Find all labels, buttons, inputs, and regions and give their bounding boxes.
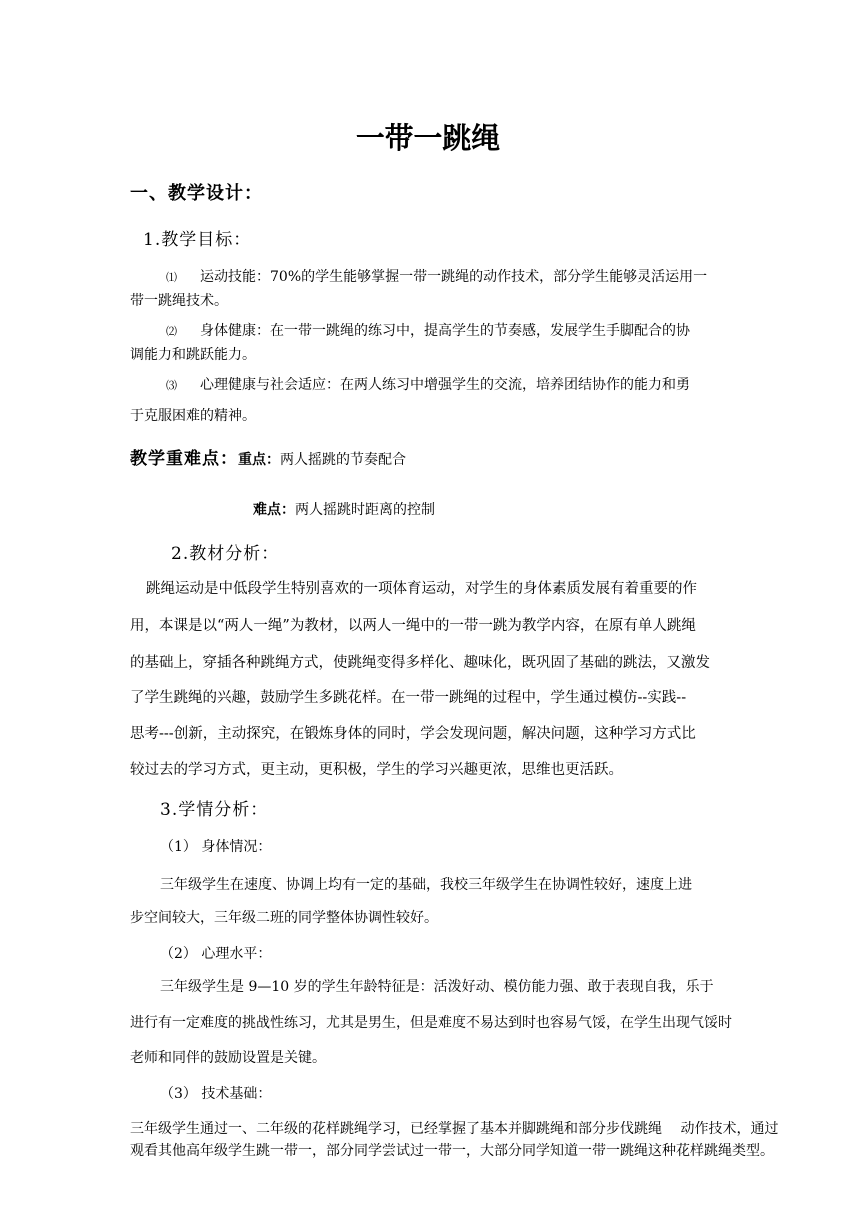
physical-line-2: 步空间较大，三年级二班的同学整体协调性较好。: [130, 910, 438, 926]
hard-text: 两人摇跳时距离的控制: [295, 502, 435, 518]
objective-3-text: 心理健康与社会适应：在两人练习中增强学生的交流，培养团结协作的能力和勇: [200, 377, 690, 393]
section-heading-teaching-design: 一、教学设计：: [130, 183, 263, 204]
objective-2-line2: 调能力和跳跃能力。: [130, 347, 256, 363]
objective-3-number: ⑶: [166, 379, 177, 392]
objective-3-line1: [166, 374, 690, 394]
physical-label: （1） 身体情况：: [160, 839, 272, 855]
material-line-2: 用，本课是以“两人一绳”为教材，以两人一绳中的一带一跳为教学内容，在原有单人跳绳: [130, 618, 696, 634]
tech-line-2: 观看其他高年级学生跳一带一，部分同学尝试过一带一，大部分同学知道一带一跳绳这种花样跳绳类型。: [130, 1143, 774, 1159]
tech-label: （3） 技术基础：: [160, 1086, 272, 1102]
objectives-heading: 1.教学目标：: [143, 230, 252, 250]
key-text: 两人摇跳的节奏配合: [280, 452, 406, 468]
keypoints-row: [130, 444, 406, 469]
objective-1-line1: [166, 266, 707, 286]
objective-2-number: ⑵: [166, 325, 177, 338]
material-line-6: 较过去的学习方式，更主动，更积极，学生的学习兴趣更浓，思维也更活跃。: [130, 762, 623, 778]
physical-line-1: 三年级学生在速度、协调上均有一定的基础，我校三年级学生在协调性较好，速度上进: [160, 877, 692, 893]
material-line-5: 思考---创新，主动探究，在锻炼身体的同时，学会发现问题，解决问题，这种学习方式比: [130, 726, 696, 742]
mental-line-3: 老师和同伴的鼓励设置是关键。: [130, 1050, 326, 1066]
tech-line-1: 三年级学生通过一、二年级的花样跳绳学习，已经掌握了基本并脚跳绳和部分步伐跳绳 动作技术，通过: [130, 1121, 779, 1137]
objective-1-number: ⑴: [166, 271, 177, 284]
key-label: 重点：: [238, 452, 280, 468]
objective-3-line2: 于克服困难的精神。: [130, 408, 256, 424]
keypoints-heading: 教学重难点：: [130, 449, 238, 469]
material-line-1: 跳绳运动是中低段学生特别喜欢的一项体育运动，对学生的身体素质发展有着重要的作: [146, 581, 697, 597]
objective-2-line1: [166, 320, 690, 340]
document-title: 一带一跳绳: [355, 121, 501, 155]
students-heading: 3.学情分析：: [160, 800, 269, 820]
mental-line-2: 进行有一定难度的挑战性练习，尤其是男生，但是难度不易达到时也容易气馁，在学生出现气馁时: [130, 1015, 732, 1031]
hard-label: 难点：: [253, 502, 295, 518]
mental-line-1: 三年级学生是 9—10 岁的学生年龄特征是：活泼好动、模仿能力强、敢于表现自我，乐于: [160, 979, 714, 995]
objective-2-text: 身体健康：在一带一跳绳的练习中，提高学生的节奏感，发展学生手脚配合的协: [200, 323, 690, 339]
material-line-4: 了学生跳绳的兴趣，鼓励学生多跳花样。在一带一跳绳的过程中，学生通过模仿--实践--: [130, 690, 687, 706]
mental-label: （2） 心理水平：: [160, 946, 272, 962]
difficulty-row: [253, 499, 435, 519]
material-heading: 2.教材分析：: [171, 544, 280, 564]
objective-1-text: 运动技能：70%的学生能够掌握一带一跳绳的动作技术，部分学生能够灵活运用一: [200, 269, 708, 285]
objective-1-line2: 带一跳绳技术。: [130, 293, 228, 309]
material-line-3: 的基础上，穿插各种跳绳方式，使跳绳变得多样化、趣味化，既巩固了基础的跳法，又激发: [130, 655, 710, 671]
